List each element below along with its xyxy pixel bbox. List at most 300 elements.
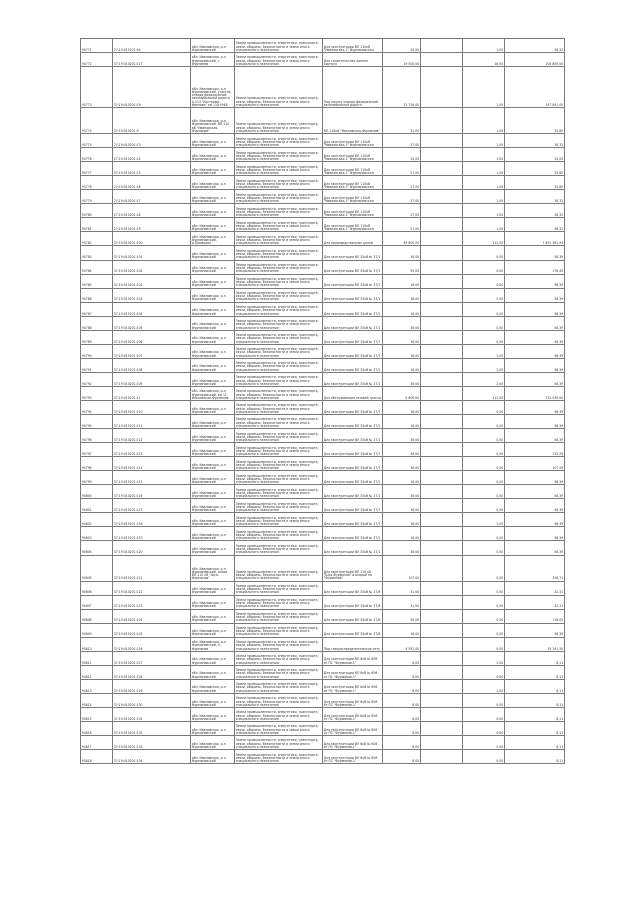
table-row <box>81 358 565 372</box>
cell-rate: 2,00 <box>463 513 505 527</box>
cell-address: обл. Ивановская, р-н Фурмановский <box>191 736 235 750</box>
cell-land-category: Земли промышленности, энергетики, транспорта, связи, обороны, безопасности и земли иного специального назначения <box>235 513 323 527</box>
table-row <box>81 665 565 679</box>
cell-cadastral-number: 27:19:010201:14 <box>113 148 191 162</box>
cell-rate: 0,00 <box>463 750 505 764</box>
cell-empty-cell <box>421 581 463 595</box>
cell-area: 21 726,00 <box>383 67 421 108</box>
cell-empty-cell <box>421 513 463 527</box>
cell-record-number: 90789 <box>81 330 113 344</box>
table-row <box>81 400 565 414</box>
cell-permitted-use: Для эксплуатации ВЛ 35кВ № 37/1 <box>323 344 383 358</box>
cell-permitted-use: Для эксплуатации ВЛ 110кВ "Ивановская-1" Фурмановская <box>323 176 383 190</box>
cell-rate: 0,00 <box>463 457 505 471</box>
table-row <box>81 595 565 609</box>
cell-empty-cell <box>421 595 463 609</box>
table-row <box>81 330 565 344</box>
cell-cadastral-number: 37:19:010201:111 <box>113 415 191 429</box>
cell-area: 27,00 <box>383 190 421 204</box>
cell-land-category: Земли промышленности, энергетики, транспорта, связи, обороны, безопасности и земли иного специального назначения <box>235 288 323 302</box>
table-row <box>81 288 565 302</box>
cell-rate: 0,00 <box>463 485 505 499</box>
cell-area: 16,00 <box>383 274 421 288</box>
cell-address: обл. Ивановская, р-н Фурмановский <box>191 499 235 513</box>
cell-empty-cell <box>421 246 463 260</box>
cell-cadastral-number: 27:19:010201:18 <box>113 204 191 218</box>
cell-rate: 0,00 <box>463 499 505 513</box>
cell-empty-cell <box>421 736 463 750</box>
cell-cadastral-value: 56,39 <box>505 499 565 513</box>
cell-area: 59,00 <box>383 260 421 274</box>
cell-permitted-use: Для эксплуатации ВЛ 110кВ "Ивановская-1" Фурмановская <box>323 190 383 204</box>
cell-cadastral-number: 37:19:010201:121 <box>113 555 191 581</box>
cell-cadastral-number: 37:19:010201:112 <box>113 429 191 443</box>
table-row <box>81 555 565 581</box>
cell-rate: 2,00 <box>463 344 505 358</box>
cell-address: обл. Ивановская, р-н Фурмановский <box>191 218 235 232</box>
cell-area: 8,00 <box>383 693 421 707</box>
cell-empty-cell <box>421 429 463 443</box>
cell-empty-cell <box>421 721 463 735</box>
cell-cadastral-value: 42,31 <box>505 595 565 609</box>
cell-empty-cell <box>421 218 463 232</box>
cell-rate: 0,00 <box>463 623 505 637</box>
cell-cadastral-value: 56,39 <box>505 471 565 485</box>
cell-permitted-use: Для эксплуатации ВЛ 35кВ № 37/1 <box>323 541 383 555</box>
table-row <box>81 53 565 67</box>
cell-address: обл. Ивановская, р-н Фурмановский <box>191 302 235 316</box>
cell-cadastral-value: 56,39 <box>505 513 565 527</box>
cell-cadastral-value: 56,39 <box>505 623 565 637</box>
cell-rate: 1,00 <box>463 162 505 176</box>
cell-area: 8,00 <box>383 721 421 735</box>
cell-permitted-use: Для эксплуатации ВЛ 6кВ № 606 от ПС "Фурманов-1" <box>323 721 383 735</box>
cell-address: обл. Ивановская, р-н Фурмановский <box>191 204 235 218</box>
cell-permitted-use: Для эксплуатации ВЛ 6кВ № 606 от ПС "Фурманов-1" <box>323 707 383 721</box>
cell-empty-cell <box>421 527 463 541</box>
cell-permitted-use: Для эксплуатации ВЛ 6кВ № 606 от ПС "Фурманов-1" <box>323 679 383 693</box>
cell-cadastral-number: 37:19:010201:133 <box>113 736 191 750</box>
cell-cadastral-number: 37:19:010201:119 <box>113 527 191 541</box>
cell-cadastral-number: 37:19:010201:101 <box>113 246 191 260</box>
cell-record-number: 90814 <box>81 693 113 707</box>
cell-cadastral-number: 27:19:010201:19 <box>113 218 191 232</box>
cell-record-number: 90791 <box>81 358 113 372</box>
cell-cadastral-number: 27:19:010201:13 <box>113 134 191 148</box>
cell-cadastral-value: 56,39 <box>505 302 565 316</box>
table-row <box>81 108 565 134</box>
cell-permitted-use: Для строительства жилого корпуса <box>323 53 383 67</box>
table-row <box>81 386 565 400</box>
cell-cadastral-number: 37:19:010201:130 <box>113 693 191 707</box>
cell-permitted-use: Под газораспределительную сеть <box>323 637 383 651</box>
cell-cadastral-value: 56,39 <box>505 288 565 302</box>
cell-cadastral-number: 37:19:010201:134 <box>113 750 191 764</box>
cell-area: 16,00 <box>383 316 421 330</box>
cell-record-number: 90802 <box>81 513 113 527</box>
cell-area: 6 600,00 <box>383 386 421 400</box>
cell-land-category: Земли промышленности, энергетики, транспорта, связи, обороны, безопасности и земли иного специального назначения <box>235 344 323 358</box>
cell-address: обл. Ивановская, р-н Фурмановский <box>191 330 235 344</box>
cell-record-number: 90799 <box>81 471 113 485</box>
cell-record-number: 90772 <box>81 53 113 67</box>
cell-cadastral-number: 37:19:010201:120 <box>113 541 191 555</box>
cell-record-number: 90779 <box>81 190 113 204</box>
cell-land-category: Земли промышленности, энергетики, транспорта, связи, обороны, безопасности и земли иного специального назначения <box>235 162 323 176</box>
cell-cadastral-value: 204 850,00 <box>505 53 565 67</box>
cell-cadastral-number: 27:19:010201:17 <box>113 190 191 204</box>
cell-area: 8,00 <box>383 679 421 693</box>
cell-empty-cell <box>421 693 463 707</box>
cell-land-category: Земли промышленности, энергетики, транспорта, связи, обороны, безопасности и земли иного специального назначения <box>235 302 323 316</box>
cell-rate: 0,00 <box>463 609 505 623</box>
cell-area: 31,00 <box>383 108 421 134</box>
cell-empty-cell <box>421 623 463 637</box>
cell-permitted-use: Под полосу отвода федеральной автомобильной дороги <box>323 67 383 108</box>
cell-cadastral-number: 27:19:010201:94 <box>113 39 191 53</box>
cell-permitted-use: Для эксплуатации ВЛ 35кВ № 37/8 <box>323 581 383 595</box>
cell-cadastral-number: 37:19:010201:122 <box>113 581 191 595</box>
table-row <box>81 623 565 637</box>
table-row <box>81 204 565 218</box>
cell-cadastral-number: 37:19:010201:118 <box>113 513 191 527</box>
cell-area: 8,00 <box>383 707 421 721</box>
document-page <box>80 38 564 764</box>
cell-land-category: Земли промышленности, энергетики, транспорта, связи, обороны, безопасности и земли иного специального назначения <box>235 595 323 609</box>
cell-address: обл. Ивановская, р-н Фурмановский <box>191 471 235 485</box>
table-row <box>81 39 565 53</box>
cell-address: обл. Ивановская, р-н Фурмановский, г. Фурманов <box>191 53 235 67</box>
cell-permitted-use: Для эксплуатации ВЛ 35кВ № 37/1 <box>323 400 383 414</box>
cell-cadastral-number: 37:19:010201:107 <box>113 344 191 358</box>
cell-cadastral-number: 37:19:010201:116 <box>113 485 191 499</box>
cell-empty-cell <box>421 555 463 581</box>
cell-address: обл. Ивановская, р-н Фурмановский <box>191 750 235 764</box>
cell-record-number: 90782 <box>81 232 113 246</box>
cell-area: 44,00 <box>383 443 421 457</box>
cell-rate: 0,00 <box>463 637 505 651</box>
cell-cadastral-number: 37:19:010201:127 <box>113 651 191 665</box>
cell-address: обл. Ивановская, р-н Фурмановский <box>191 457 235 471</box>
cell-area: 23,00 <box>383 148 421 162</box>
cell-permitted-use: Для эксплуатации ВЛ 35кВ № 37/1 <box>323 457 383 471</box>
cell-cadastral-value: 56,39 <box>505 316 565 330</box>
cell-cadastral-number: 37:19:010201:103 <box>113 288 191 302</box>
table-row <box>81 67 565 108</box>
cell-area: 16,00 <box>383 541 421 555</box>
cell-empty-cell <box>421 372 463 386</box>
cell-address: обл. Ивановская, р-н Фурмановский <box>191 260 235 274</box>
cell-permitted-use: Для эксплуатации ВЛ 35кВ № 37/1 <box>323 246 383 260</box>
cell-empty-cell <box>421 260 463 274</box>
cell-empty-cell <box>421 67 463 108</box>
cell-empty-cell <box>421 288 463 302</box>
cell-empty-cell <box>421 443 463 457</box>
cell-rate: 1,00 <box>463 39 505 53</box>
table-row <box>81 415 565 429</box>
cell-land-category: Земли промышленности, энергетики, транспорта, связи, обороны, безопасности и земли иного специального назначения <box>235 176 323 190</box>
cell-land-category: Земли промышленности, энергетики, транспорта, связи, обороны, безопасности и земли иного специального назначения <box>235 330 323 344</box>
cell-record-number: 90783 <box>81 246 113 260</box>
cell-permitted-use: Для эксплуатации ВЛ 35кВ № 37/1 <box>323 274 383 288</box>
cell-land-category: Земли промышленности, энергетики, транспорта, связи, обороны, безопасности и земли иного специального назначения <box>235 218 323 232</box>
cell-cadastral-number: 37:19:010201:102 <box>113 260 191 274</box>
cell-cadastral-number: 37:19:010201:114 <box>113 457 191 471</box>
cell-record-number: 90771 <box>81 39 113 53</box>
cell-area: 16,00 <box>383 372 421 386</box>
cell-empty-cell <box>421 400 463 414</box>
cell-rate: 0,00 <box>463 721 505 735</box>
cell-rate: 112,50 <box>463 386 505 400</box>
cell-area: 31,00 <box>383 581 421 595</box>
table-row <box>81 274 565 288</box>
cell-area: 16,00 <box>383 513 421 527</box>
cell-address: обл. Ивановская, р-н Фурмановский <box>191 581 235 595</box>
cell-area: 16,00 <box>383 623 421 637</box>
cell-cadastral-number: 37:19:010201:117 <box>113 53 191 67</box>
cell-empty-cell <box>421 457 463 471</box>
cell-record-number: 90781 <box>81 218 113 232</box>
cell-rate: 0,00 <box>463 330 505 344</box>
cell-rate: 1,00 <box>463 134 505 148</box>
cell-rate: 0,00 <box>463 302 505 316</box>
cell-cadastral-value: 176,45 <box>505 260 565 274</box>
cell-cadastral-number: 37:19:010201:132 <box>113 721 191 735</box>
cell-cadastral-number: 37:19:010201:15 <box>113 162 191 176</box>
cell-rate: 1,00 <box>463 108 505 134</box>
cell-land-category: Земли промышленности, энергетики, транспорта, связи, обороны, безопасности и земли иного специального назначения <box>235 148 323 162</box>
cell-permitted-use: Для эксплуатации ВЛ 35кВ № 37/1 <box>323 288 383 302</box>
table-row <box>81 527 565 541</box>
cell-land-category: Земли промышленности, энергетики, транспорта, связи, обороны, безопасности и земли иного специального назначения <box>235 400 323 414</box>
cell-cadastral-number: 37:19:010201:115 <box>113 471 191 485</box>
table-row <box>81 232 565 246</box>
table-row <box>81 218 565 232</box>
cell-empty-cell <box>421 316 463 330</box>
cell-address: обл. Ивановская, р-н Фурмановский <box>191 246 235 260</box>
cell-cadastral-number: 37:19:010201:9 <box>113 108 191 134</box>
cell-address: обл. Ивановская, р-н Фурмановский, км 11 Ивановская-Фурманов <box>191 386 235 400</box>
cell-cadastral-value: 8,11 <box>505 736 565 750</box>
cell-rate: 0,00 <box>463 246 505 260</box>
cell-rate: 0,00 <box>463 555 505 581</box>
cell-land-category: Земли промышленности, энергетики, транспорта, связи, обороны, безопасности и земли иного специального назначения <box>235 67 323 108</box>
cell-address: обл. Ивановская, р-н Фурмановский, д.Хромцово <box>191 232 235 246</box>
cell-cadastral-number: 37:19:010201:131 <box>113 707 191 721</box>
table-row <box>81 736 565 750</box>
cell-cadastral-value: 56,39 <box>505 400 565 414</box>
cell-empty-cell <box>421 108 463 134</box>
cell-cadastral-value: 56,39 <box>505 541 565 555</box>
cell-land-category: Земли промышленности, энергетики, транспорта, связи, обороны, безопасности и земли иного специального назначения <box>235 721 323 735</box>
cell-empty-cell <box>421 679 463 693</box>
cell-empty-cell <box>421 302 463 316</box>
cell-address: обл. Ивановская, р-н Фурмановский <box>191 541 235 555</box>
cell-cadastral-value: 8,11 <box>505 750 565 764</box>
cell-cadastral-number: 37:19:010201:129 <box>113 679 191 693</box>
table-row <box>81 637 565 651</box>
cell-address: обл. Ивановская, р-н Фурмановский <box>191 176 235 190</box>
cell-rate: 0,00 <box>463 443 505 457</box>
cell-land-category: Земли промышленности, энергетики, транспорта, связи, обороны, безопасности и земли иного специального назначения <box>235 274 323 288</box>
cell-cadastral-value: 25,80 <box>505 162 565 176</box>
cell-land-category: Земли промышленности, энергетики, транспорта, связи, обороны, безопасности и земли иного специального назначения <box>235 651 323 665</box>
cell-record-number: 90776 <box>81 148 113 162</box>
cell-empty-cell <box>421 148 463 162</box>
cell-area: 36,00 <box>383 457 421 471</box>
table-row <box>81 344 565 358</box>
cell-empty-cell <box>421 134 463 148</box>
cell-area: 27,00 <box>383 218 421 232</box>
cell-permitted-use: Для эксплуатации ВЛ 110кВ "Ивановская-1" Фурмановская <box>323 204 383 218</box>
cell-land-category: Земли промышленности, энергетики, транспорта, связи, обороны, безопасности и земли иного специального назначения <box>235 736 323 750</box>
cell-area: 16,00 <box>383 527 421 541</box>
cell-land-category: Земли промышленности, энергетики, транспорта, связи, обороны, безопасности и земли иного специального назначения <box>235 246 323 260</box>
cell-land-category: Земли промышленности, энергетики, транспорта, связи, обороны, безопасности и земли иного специального назначения <box>235 457 323 471</box>
cell-area: 16,00 <box>383 330 421 344</box>
cell-address: обл. Ивановская, р-н Фурмановский, ВЛ-110 кВ "Ивановская-Фурманов" <box>191 108 235 134</box>
cell-permitted-use: Для эксплуатации ВЛ 35кВ № 37/8 <box>323 595 383 609</box>
cell-permitted-use: Для эксплуатации ВЛ 35кВ № 37/1 <box>323 415 383 429</box>
cell-address: обл. Ивановская, р-н Фурмановский, п. Фурманов <box>191 637 235 651</box>
table-row <box>81 581 565 595</box>
cell-area: 107,00 <box>383 555 421 581</box>
cell-empty-cell <box>421 39 463 53</box>
cell-land-category: Земли промышленности, энергетики, транспорта, связи, обороны, безопасности и земли иного специального назначения <box>235 134 323 148</box>
table-row <box>81 679 565 693</box>
cell-area: 16,00 <box>383 302 421 316</box>
cell-empty-cell <box>421 499 463 513</box>
cell-cadastral-value: 56,39 <box>505 246 565 260</box>
cell-rate: 2,00 <box>463 679 505 693</box>
cell-rate: 0,00 <box>463 400 505 414</box>
cell-rate: 0,00 <box>463 527 505 541</box>
cell-rate: 1,00 <box>463 204 505 218</box>
cell-land-category: Земли промышленности, энергетики, транспорта, связи, обороны, безопасности и земли иного специального назначения <box>235 429 323 443</box>
cell-permitted-use: Для эксплуатации ВЛ 6кВ № 606 от ПС "Фурманов-1" <box>323 651 383 665</box>
land-plots-table <box>80 38 565 764</box>
cell-permitted-use: Для эксплуатации ВЛ 35кВ № 37/1 <box>323 302 383 316</box>
cell-cadastral-value: 26,32 <box>505 204 565 218</box>
cell-address: обл. Ивановская, р-н Фурмановский <box>191 415 235 429</box>
cell-permitted-use: Для эксплуатации ВЛ 35кВ № 37/1 <box>323 316 383 330</box>
cell-cadastral-number: 37:19:010201:126 <box>113 637 191 651</box>
cell-area: 16,00 <box>383 288 421 302</box>
cell-record-number: 90805 <box>81 555 113 581</box>
cell-rate: 0,00 <box>463 288 505 302</box>
cell-area: 27,00 <box>383 176 421 190</box>
cell-permitted-use: Для эксплуатации ВЛ 110кВ "Ивановская-1" Фурмановская <box>323 218 383 232</box>
cell-cadastral-number: 37:19:010201:106 <box>113 330 191 344</box>
table-row <box>81 316 565 330</box>
cell-cadastral-value: 8,11 <box>505 721 565 735</box>
cell-area: 63 600,00 <box>383 232 421 246</box>
cell-land-category: Земли промышленности, энергетики, транспорта, связи, обороны, безопасности и земли иного специального назначения <box>235 190 323 204</box>
cell-cadastral-number: 37:19:010201:11 <box>113 386 191 400</box>
cell-record-number: 90778 <box>81 176 113 190</box>
cell-rate: 112,50 <box>463 232 505 246</box>
cell-land-category: Земли промышленности, энергетики, транспорта, связи, обороны, безопасности и земли иного специального назначения <box>235 53 323 67</box>
cell-record-number: 90774 <box>81 108 113 134</box>
cell-empty-cell <box>421 750 463 764</box>
cell-cadastral-value: 19 241,50 <box>505 637 565 651</box>
cell-empty-cell <box>421 274 463 288</box>
cell-permitted-use: Для эксплуатации ВЛ 35кВ № 37/1 <box>323 372 383 386</box>
cell-empty-cell <box>421 162 463 176</box>
cell-permitted-use: Для эксплуатации ВЛ 6кВ № 606 от ПС "Фурманов-1" <box>323 665 383 679</box>
cell-record-number: 90777 <box>81 162 113 176</box>
cell-address: обл. Ивановская, р-н Фурмановский <box>191 651 235 665</box>
cell-cadastral-number: 37:19:010201:128 <box>113 665 191 679</box>
cell-empty-cell <box>421 232 463 246</box>
table-row <box>81 246 565 260</box>
cell-address: обл. Ивановская, р-н Фурмановский, участок отвода федеральной автомобильной дороги А-113 "Кострома-Иваново" км 118+948 <box>191 67 235 108</box>
cell-address: обл. Ивановская, р-н Фурмановский <box>191 134 235 148</box>
cell-area: 8,00 <box>383 736 421 750</box>
cell-land-category: Земли промышленности, энергетики, транспорта, связи, обороны, безопасности и земли иного специального назначения <box>235 623 323 637</box>
cell-area: 16,00 <box>383 246 421 260</box>
cell-cadastral-value: 115,29 <box>505 443 565 457</box>
cell-cadastral-number: 37:19:010201:19 <box>113 67 191 108</box>
cell-permitted-use: Для эксплуатации ВЛ 35кВ № 37/1 <box>323 471 383 485</box>
cell-land-category: Земли промышленности, энергетики, транспорта, связи, обороны, безопасности и земли иного специального назначения <box>235 471 323 485</box>
cell-permitted-use: Для эксплуатации ВЛ 35кВ № 37/1 <box>323 358 383 372</box>
cell-address: обл. Ивановская, р-н Фурмановский <box>191 679 235 693</box>
cell-cadastral-value: 8,11 <box>505 693 565 707</box>
cell-permitted-use: ВЛ-110кВ "Ивановская-Фурманов" <box>323 108 383 134</box>
cell-permitted-use: Для эксплуатации ВЛ 35кВ № 37/1 <box>323 513 383 527</box>
cell-record-number: 90811 <box>81 651 113 665</box>
cell-empty-cell <box>421 344 463 358</box>
cell-land-category: Земли промышленности, энергетики, транспорта, связи, обороны, безопасности и земли иного специального назначения <box>235 108 323 134</box>
cell-cadastral-value: 56,39 <box>505 344 565 358</box>
cell-land-category: Земли промышленности, энергетики, транспорта, связи, обороны, безопасности и земли иного специального назначения <box>235 386 323 400</box>
cell-land-category: Земли промышленности, энергетики, транспорта, связи, обороны, безопасности и земли иного специального назначения <box>235 665 323 679</box>
cell-record-number: 90808 <box>81 609 113 623</box>
cell-empty-cell <box>421 358 463 372</box>
cell-cadastral-value: 8,11 <box>505 707 565 721</box>
table-row <box>81 134 565 148</box>
cell-address: обл. Ивановская, р-н Фурмановский <box>191 595 235 609</box>
cell-cadastral-value: 8,11 <box>505 651 565 665</box>
cell-permitted-use: Для эксплуатации ВЛ 110 кВ "Шуя-Фурманов" и опорой на "Фурманов" <box>323 555 383 581</box>
cell-rate: 0,00 <box>463 595 505 609</box>
cell-record-number: 90801 <box>81 499 113 513</box>
cell-address: обл. Ивановская, р-н Фурмановский <box>191 148 235 162</box>
cell-cadastral-value: 107,59 <box>505 457 565 471</box>
table-row <box>81 651 565 665</box>
cell-record-number: 90807 <box>81 595 113 609</box>
table-row <box>81 162 565 176</box>
cell-record-number: 90816 <box>81 721 113 735</box>
cell-cadastral-value: 42,31 <box>505 581 565 595</box>
cell-cadastral-number: 27:19:010201:16 <box>113 176 191 190</box>
cell-address: обл. Ивановская, р-н Фурмановский <box>191 721 235 735</box>
cell-permitted-use: Для эксплуатации ВЛ 6кВ № 606 от ПС "Фурманов-1" <box>323 750 383 764</box>
cell-area: 16,00 <box>383 429 421 443</box>
table-row <box>81 513 565 527</box>
cell-rate: 0,00 <box>463 707 505 721</box>
table-row <box>81 260 565 274</box>
table-row <box>81 609 565 623</box>
cell-record-number: 90817 <box>81 736 113 750</box>
cell-cadastral-number: 37:19:010201:105 <box>113 316 191 330</box>
cell-empty-cell <box>421 651 463 665</box>
cell-land-category: Земли промышленности, энергетики, транспорта, связи, обороны, безопасности и земли иного специального назначения <box>235 609 323 623</box>
cell-permitted-use: Для эксплуатации ВЛ 35кВ № 37/1 <box>323 443 383 457</box>
cell-record-number: 90796 <box>81 429 113 443</box>
cell-record-number: 90800 <box>81 485 113 499</box>
